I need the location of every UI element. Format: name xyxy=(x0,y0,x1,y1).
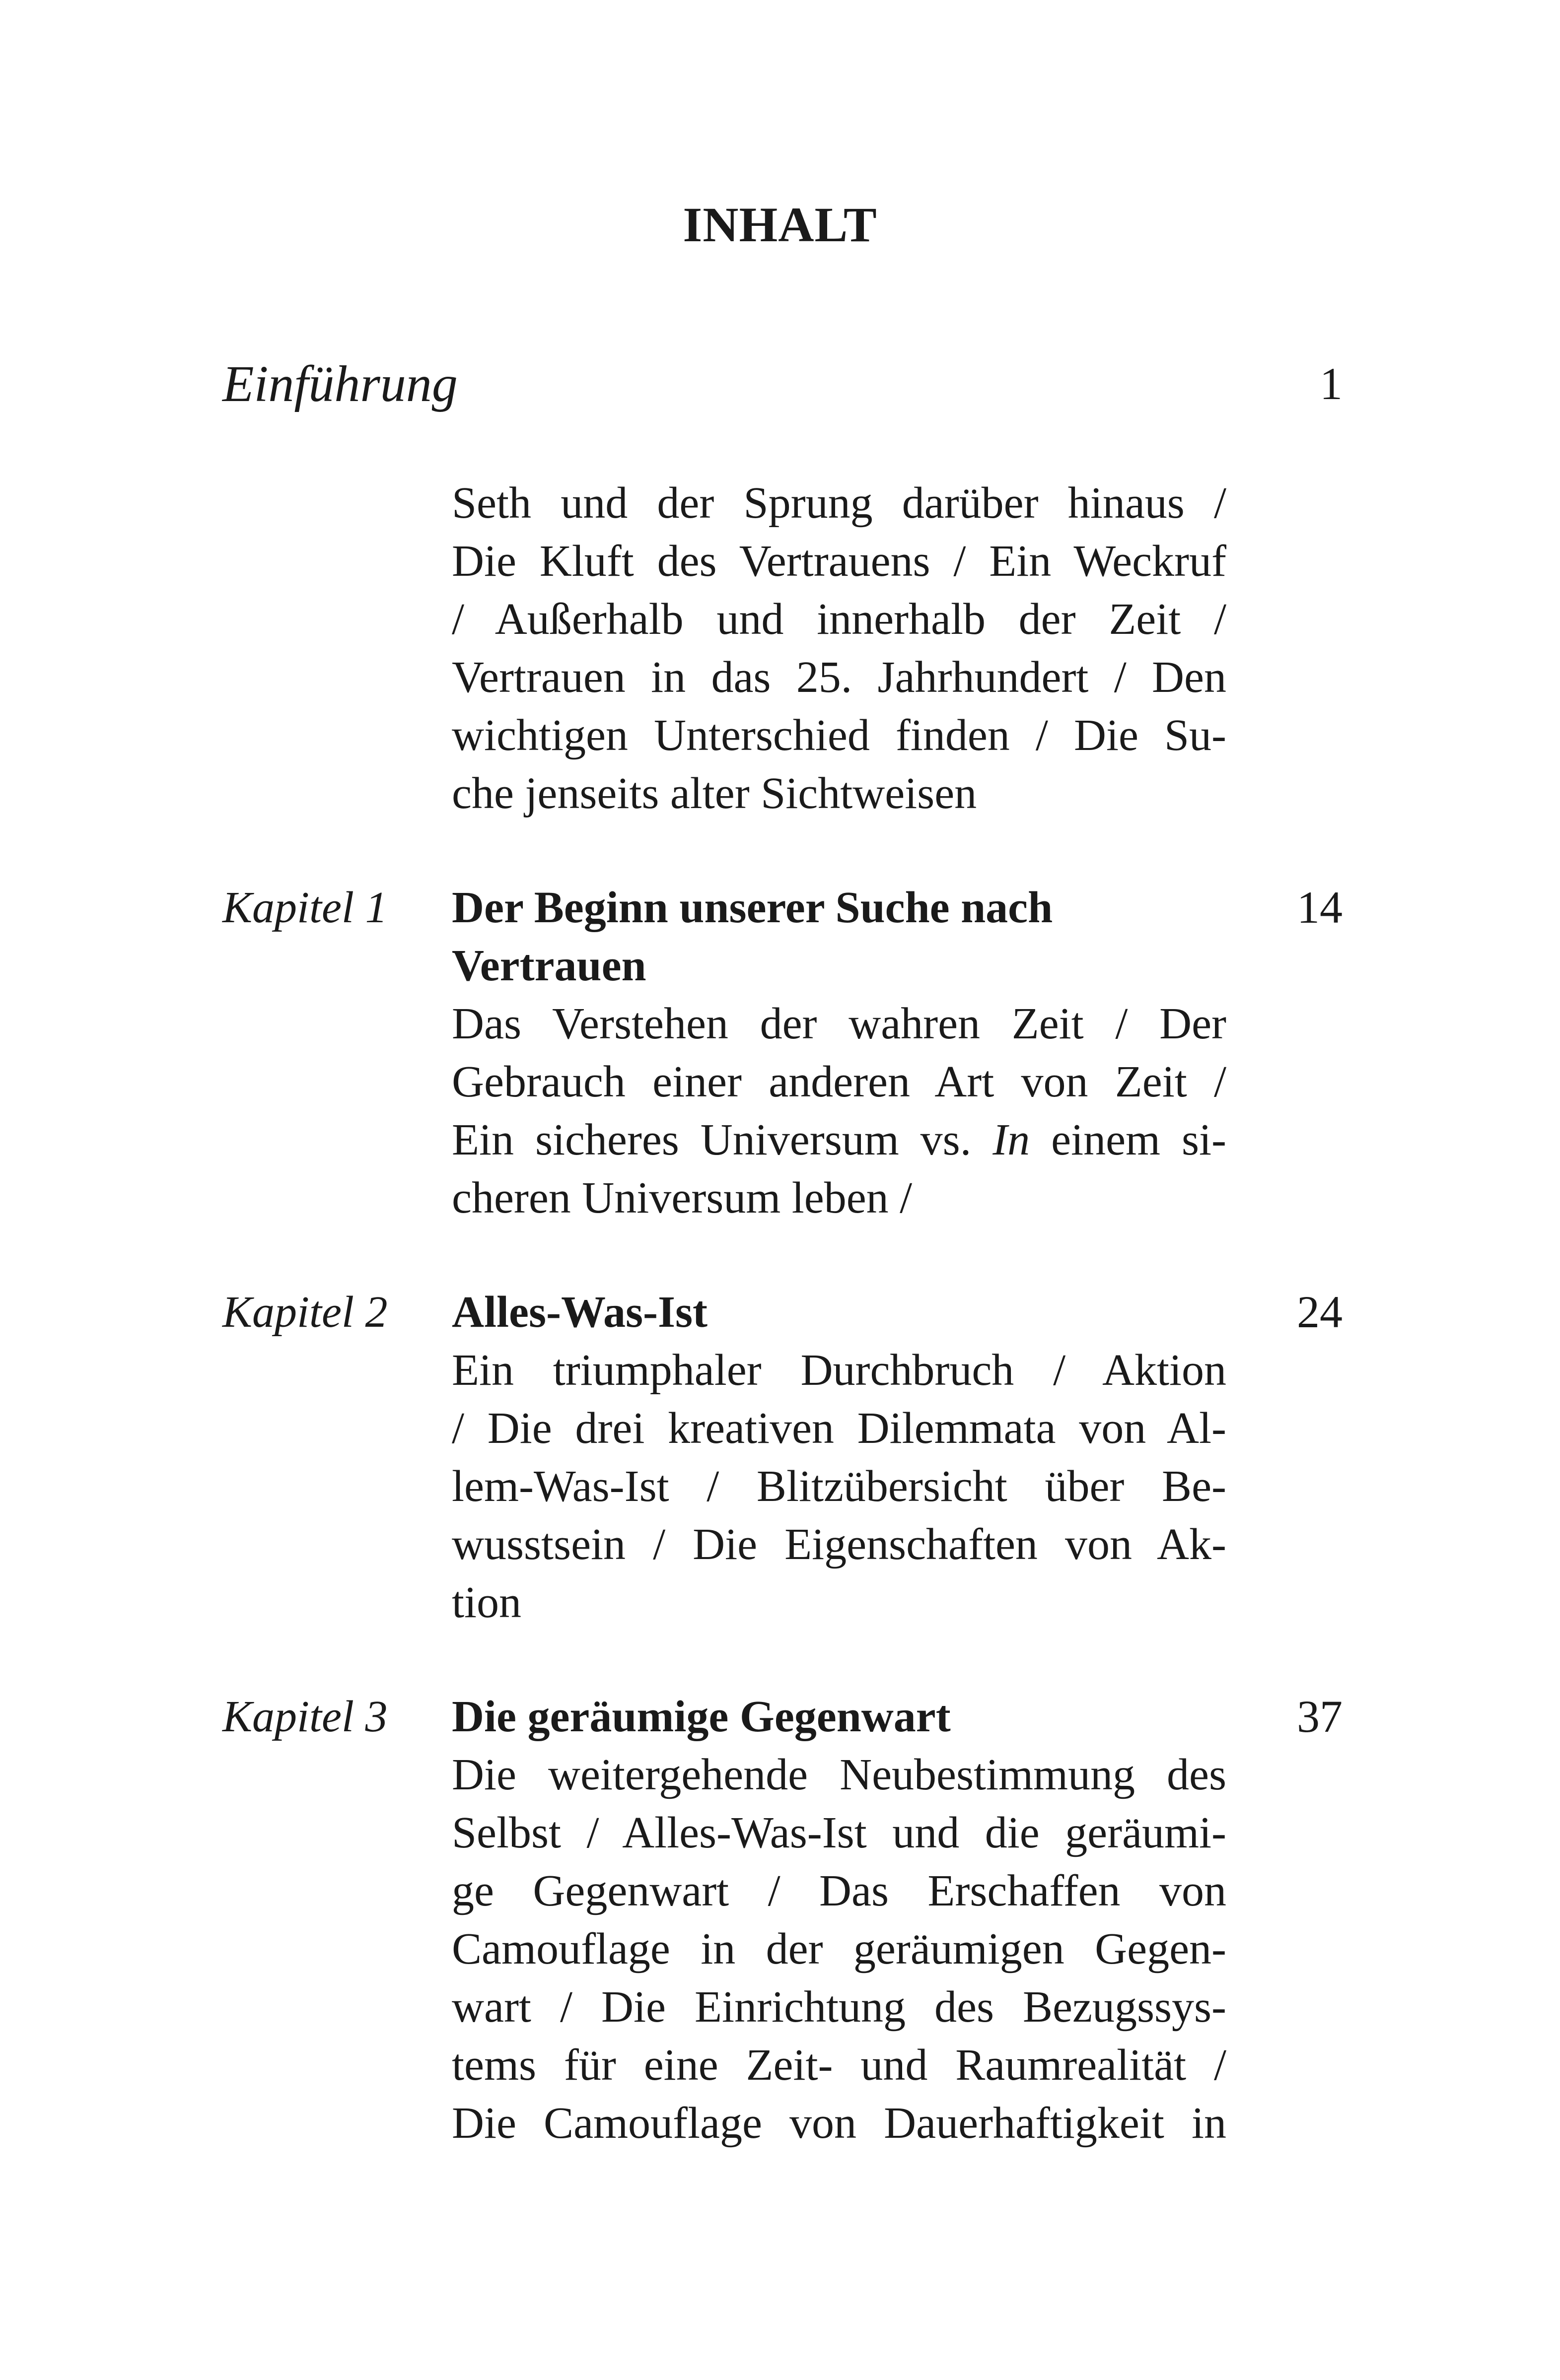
description-line: tion xyxy=(452,1578,522,1627)
description-line: Gebrauch einer anderen Art von Zeit / xyxy=(452,1057,1226,1106)
entry-label: Einführung xyxy=(222,355,458,412)
description-line: tems für eine Zeit- und Raumrealität / xyxy=(452,2040,1226,2090)
description-line xyxy=(452,1111,1226,1169)
description-line: Seth und der Sprung darüber hinaus / xyxy=(452,478,1226,528)
entry-description xyxy=(452,1283,1226,1632)
page-title: INHALT xyxy=(683,197,877,252)
description-line: Vertrauen in das 25. Jahrhundert / Den xyxy=(452,653,1226,702)
chapter-heading: Die geräumige Gegenwart xyxy=(452,1692,951,1741)
entry-page-number: 37 xyxy=(1297,1691,1343,1742)
chapter-label: Kapitel 3 xyxy=(222,1692,388,1741)
chapter-heading: Der Beginn unserer Suche nach xyxy=(452,883,1053,932)
description-line: / Außerhalb und innerhalb der Zeit / xyxy=(452,595,1226,644)
description-line: che jenseits alter Sichtweisen xyxy=(452,769,977,818)
entry-description xyxy=(452,879,1226,1227)
entry-page-number: 24 xyxy=(1297,1287,1343,1337)
description-line: cheren Universum leben / xyxy=(452,1173,913,1223)
description-segment: Ein sicheres Universum vs. xyxy=(452,1115,972,1164)
description-line: Die Camouflage von Dauerhaftigkeit in xyxy=(452,2099,1226,2148)
description-line: ge Gegenwart / Das Erschaffen von xyxy=(452,1866,1226,1915)
description-line: / Die drei kreativen Dilemmata von Al- xyxy=(452,1404,1226,1453)
description-segment: einem si- xyxy=(1051,1115,1227,1164)
chapter-heading: Alles-Was-Ist xyxy=(452,1288,708,1337)
description-line: wart / Die Einrichtung des Bezugssys- xyxy=(452,1982,1226,2032)
entry-description xyxy=(452,474,1226,822)
chapter-label: Kapitel 2 xyxy=(222,1288,388,1337)
description-emphasis: In xyxy=(993,1115,1030,1164)
chapter-heading: Vertrauen xyxy=(452,941,646,990)
description-line: wusstsein / Die Eigenschaften von Ak- xyxy=(452,1520,1226,1569)
description-line: lem-Was-Ist / Blitzübersicht über Be- xyxy=(452,1462,1226,1511)
entry-description xyxy=(452,1688,1226,2152)
description-line: Die weitergehende Neubestimmung des xyxy=(452,1750,1226,1799)
description-line: Camouflage in der geräumigen Gegen- xyxy=(452,1924,1226,1973)
description-line: Selbst / Alles-Was-Ist und die geräumi- xyxy=(452,1808,1226,1857)
description-line: Das Verstehen der wahren Zeit / Der xyxy=(452,999,1226,1048)
entry-page-number: 1 xyxy=(1320,358,1343,409)
chapter-label: Kapitel 1 xyxy=(222,883,388,932)
description-line: wichtigen Unterschied finden / Die Su- xyxy=(452,711,1226,760)
entry-page-number: 14 xyxy=(1297,882,1343,933)
description-line: Die Kluft des Vertrauens / Ein Weckruf xyxy=(452,537,1226,586)
description-line: Ein triumphaler Durchbruch / Aktion xyxy=(452,1346,1226,1395)
